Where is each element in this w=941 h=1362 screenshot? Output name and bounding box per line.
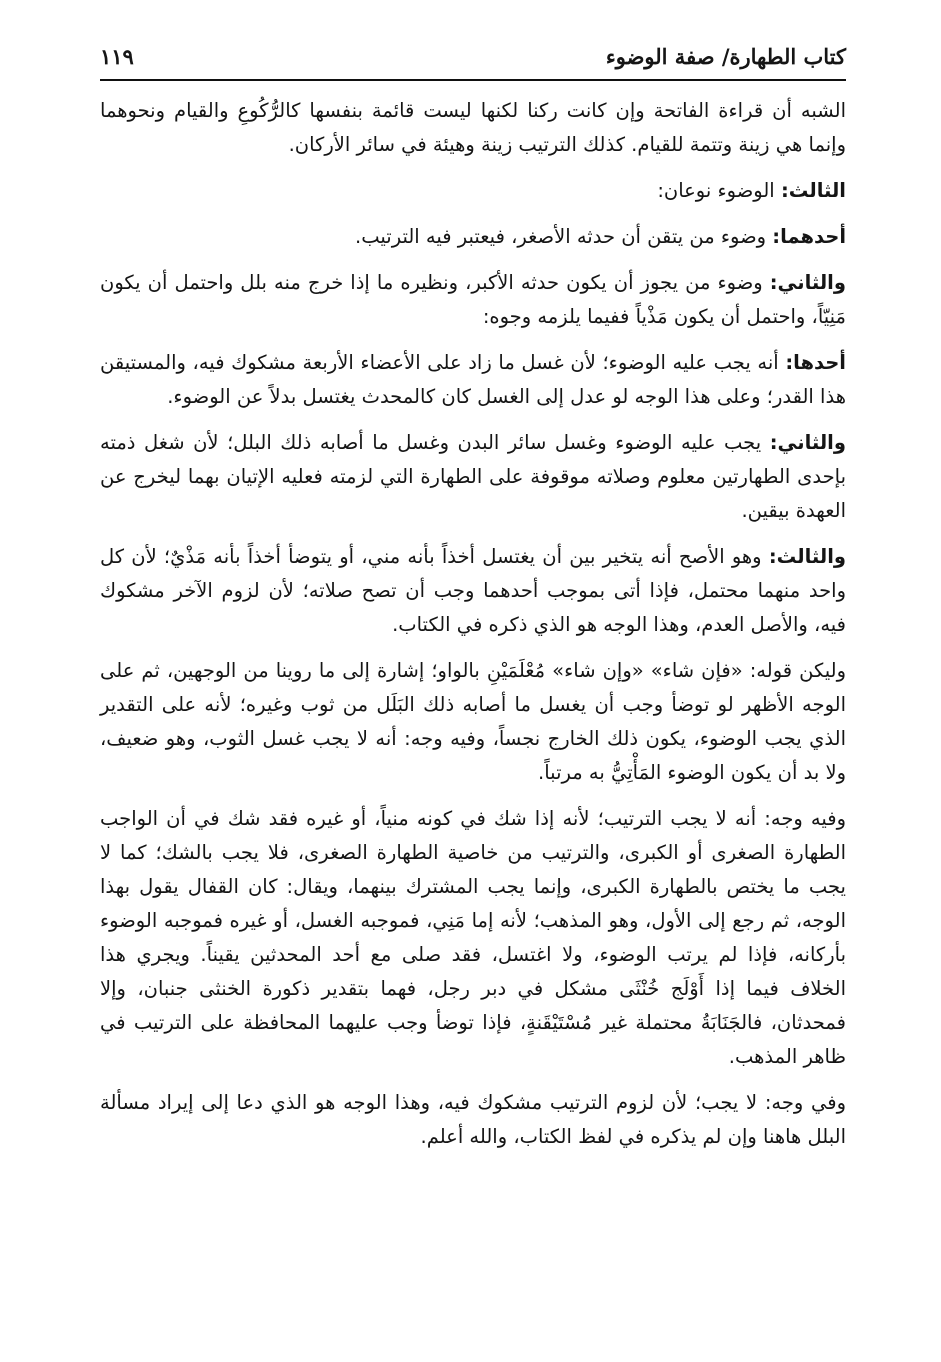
paragraph-text: وفيه وجه: أنه لا يجب الترتيب؛ لأنه إذا شك في كونه منياً، أو غيره فقد شك في أن الواجب الطهارة الصغرى أو الكبرى، والترتيب من خاصية الطهارة الصغرى، فلا يجب بالشك؛ كما لا يجب ما يختص بالطهارة الكبرى، وإنما يجب المشترك بينهما، ويقال: كان القفال يقول بهذا الوجه، ثم رجع إلى الأول، وهو المذهب؛ لأنه إما مَنِي، فموجبه الغسل، أو غيره فموجبه الوضوء بأركانه، فإذا لم يرتب الوضوء، ولا اغتسل، فقد صلى مع أحد المحدثين يقيناً. ويجري هذا الخلاف فيما إذا أَوْلَج خُنْثَى مشكل في دبر رجل، فهما بتقدير ذكورة الخنثى جنبان، وإلا فمحدثان، فالجَنَابَةُ محتملة غير مُسْتَيْقَنةٍ، فإذا توضأ وجب عليهما المحافظة على الترتيب في ظاهر المذهب. [100,807,846,1068]
paragraph-text: وهو الأصح أنه يتخير بين أن يغتسل أخذاً بأنه مني، أو يتوضأ أخذاً بأنه مَذْيٌ؛ لأن كل واحد منهما محتمل، فإذا أتى بموجب أحدهما وجب أن تصح صلاته؛ لأن لزوم الآخر مشكوك فيه، والأصل العدم، وهذا الوجه هو الذي ذكره في الكتاب. [100,545,846,636]
paragraph-lead: والثالث: [768,545,846,568]
paragraph [100,346,846,414]
paragraph-lead: أحدها: [785,351,846,374]
chapter-title: كتاب الطهارة/ صفة الوضوء [605,44,846,69]
paragraph-text: أنه يجب عليه الوضوء؛ لأن غسل ما زاد على الأعضاء الأربعة مشكوك فيه، والمستيقن هذا القدر؛ وعلى هذا الوجه لو عدل إلى الغسل كان كالمحدث يغتسل بدلاً عن الوضوء. [100,351,846,408]
paragraph-text: وضوء من يتقن أن حدثه الأصغر، فيعتبر فيه الترتيب. [355,225,773,248]
paragraph [100,802,846,1074]
paragraph-lead: والثاني: [769,431,846,454]
paragraph-text: وليكن قوله: «فإن شاء» «وإن شاء» مُعْلَمَيْنِ بالواو؛ إشارة إلى ما روينا من الوجهين، ثم على الوجه الأظهر لو توضأ وجب أن يغسل ما أصابه ذلك البَلَل من ثوب وغيره؛ لأنه على التقدير الذي يجب الوضوء، يكون ذلك الخارج نجساً، وفيه وجه: أنه لا يجب غسل الثوب، وهو ضعيف، ولا بد أن يكون الوضوء المَأْتِيُّ به مرتباً. [100,659,846,784]
paragraph [100,94,846,162]
paragraph [100,1086,846,1154]
paragraph [100,654,846,790]
paragraph-lead: والثاني: [769,271,846,294]
paragraph-text: الوضوء نوعان: [657,179,781,202]
text-body [100,94,846,1334]
paragraph-text: يجب عليه الوضوء وغسل سائر البدن وغسل ما أصابه ذلك البلل؛ لأن شغل ذمته بإحدى الطهارتين معلوم وصلاته موقوفة على الطهارة التي لزمته فعليه الإتيان بهما ليخرج عن العهدة بيقين. [100,431,846,522]
paragraph-text: وفي وجه: لا يجب؛ لأن لزوم الترتيب مشكوك فيه، وهذا الوجه هو الذي دعا إلى إيراد مسألة البلل هاهنا وإن لم يذكره في لفظ الكتاب، والله أعلم. [100,1091,846,1148]
paragraph [100,426,846,528]
paragraph [100,266,846,334]
paragraph-lead: الثالث: [780,179,846,202]
paragraph [100,540,846,642]
running-header [100,42,846,74]
paragraph-text: الشبه أن قراءة الفاتحة وإن كانت ركنا لكنها ليست قائمة بنفسها كالرُّكُوعِ والقيام ونحوهما وإنما هي زينة وتتمة للقيام. كذلك الترتيب زينة وهيئة في سائر الأركان. [100,99,846,156]
paragraph-text: وضوء من يجوز أن يكون حدثه الأكبر، ونظيره ما إذا خرج منه بلل واحتمل أن يكون مَنِيّاً، واحتمل أن يكون مَذْياً ففيما يلزمه وجوه: [100,271,846,328]
paragraph [100,220,846,254]
header-rule [100,79,846,81]
paragraph [100,174,846,208]
page-number: ١١٩ [100,44,134,69]
paragraph-lead: أحدهما: [772,225,846,248]
